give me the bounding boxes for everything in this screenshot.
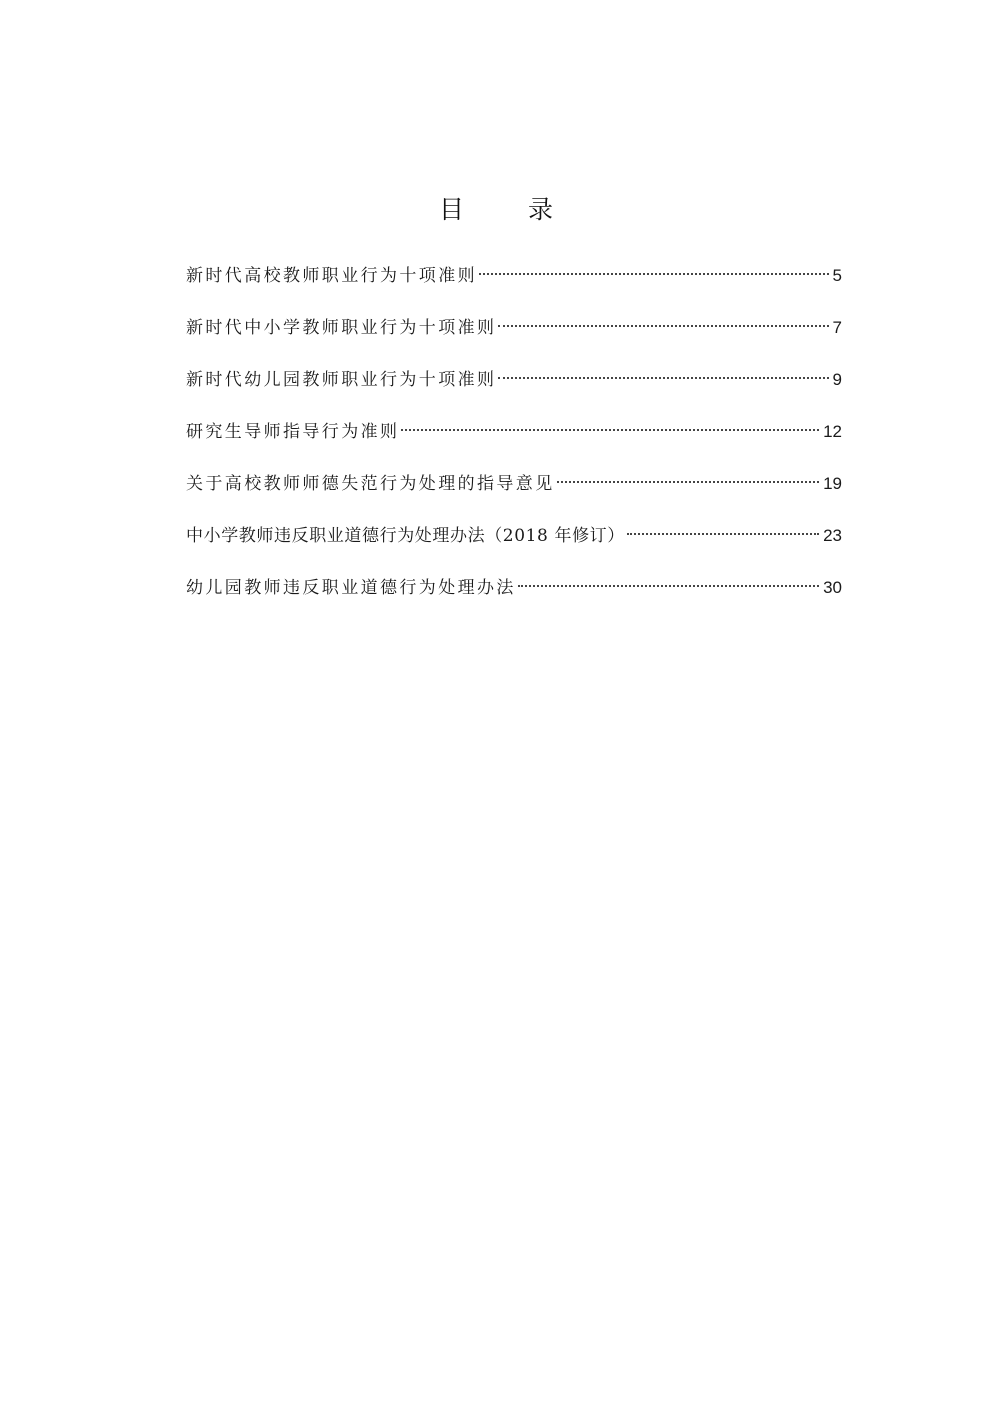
toc-entry[interactable]	[186, 258, 842, 310]
toc-page-number: 30	[823, 578, 842, 597]
toc-dot-leader	[498, 377, 828, 379]
toc-entry[interactable]	[186, 362, 842, 414]
toc-entry[interactable]	[186, 310, 842, 362]
toc-entry[interactable]	[186, 518, 842, 570]
toc-dot-leader	[627, 533, 819, 535]
toc-entry-label: 新时代幼儿园教师职业行为十项准则	[186, 370, 497, 390]
toc-page-number: 19	[823, 474, 842, 493]
toc-entry-label: 关于高校教师师德失范行为处理的指导意见	[186, 474, 555, 494]
toc-entry[interactable]	[186, 466, 842, 518]
toc-entry[interactable]	[186, 570, 842, 622]
toc-dot-leader	[557, 481, 819, 483]
toc-page-number: 23	[823, 526, 842, 545]
toc-list	[186, 258, 842, 622]
toc-dot-leader	[518, 585, 819, 587]
toc-dot-leader	[401, 429, 819, 431]
toc-page-number: 12	[823, 422, 842, 441]
toc-dot-leader	[479, 273, 829, 275]
toc-page-number: 9	[832, 370, 842, 389]
toc-entry-label: 新时代高校教师职业行为十项准则	[186, 266, 477, 286]
toc-entry-label: 幼儿园教师违反职业道德行为处理办法	[186, 578, 516, 598]
toc-title: 目 录	[439, 195, 581, 224]
toc-entry[interactable]	[186, 414, 842, 466]
toc-entry-label: 研究生导师指导行为准则	[186, 422, 400, 442]
toc-dot-leader	[498, 325, 828, 327]
toc-page-number: 7	[832, 318, 842, 337]
toc-entry-label: 中小学教师违反职业道德行为处理办法（2018 年修订）	[186, 526, 625, 546]
toc-entry-label: 新时代中小学教师职业行为十项准则	[186, 318, 497, 338]
toc-page-number: 5	[832, 266, 842, 285]
